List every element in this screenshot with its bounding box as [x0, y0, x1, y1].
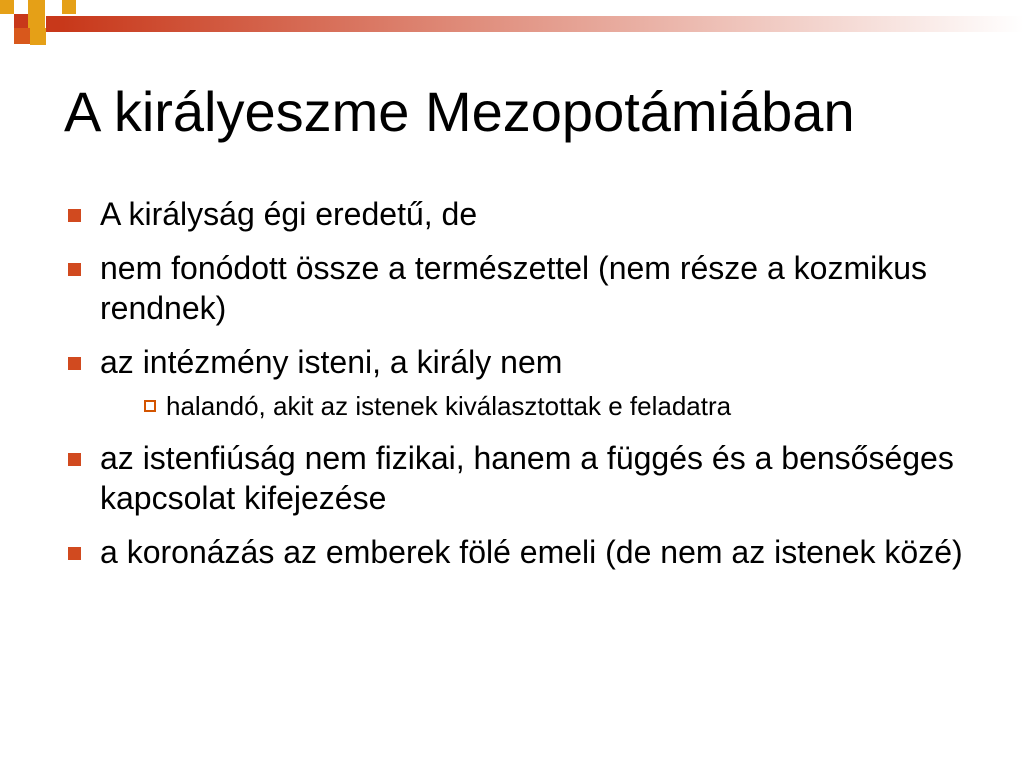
decor-square — [30, 28, 46, 45]
bullet-item — [64, 438, 984, 518]
sub-bullet-text: halandó, akit az istenek kiválasztottak e feladatra — [166, 391, 732, 421]
decor-gradient-bar — [62, 16, 1024, 32]
decorative-header — [0, 0, 1024, 60]
bullet-text: nem fonódott össze a természettel (nem része a kozmikus rendnek) — [100, 250, 928, 326]
decor-square — [14, 14, 28, 28]
square-bullet-icon — [68, 453, 81, 466]
sub-bullet-item — [144, 390, 984, 422]
square-bullet-icon — [68, 357, 81, 370]
bullet-list — [64, 194, 984, 586]
decor-square — [62, 0, 76, 14]
bullet-text: a koronázás az emberek fölé emeli (de nem az istenek közé) — [100, 534, 963, 570]
slide-title: A királyeszme Mezopotámiában — [64, 80, 855, 143]
decor-square — [0, 0, 14, 14]
bullet-text: az istenfiúság nem fizikai, hanem a függés és a bensőséges kapcsolat kifejezése — [100, 440, 954, 516]
bullet-item — [64, 194, 984, 234]
bullet-item — [64, 532, 984, 572]
square-bullet-icon — [68, 209, 81, 222]
square-bullet-icon — [68, 547, 81, 560]
bullet-item — [64, 248, 984, 328]
decor-square — [28, 0, 45, 28]
bullet-text: az intézmény isteni, a király nem — [100, 344, 563, 380]
square-bullet-icon — [68, 263, 81, 276]
hollow-square-bullet-icon — [144, 400, 156, 412]
decor-square — [46, 16, 62, 32]
decor-square — [14, 28, 30, 44]
bullet-item — [64, 342, 984, 382]
bullet-text: A királyság égi eredetű, de — [100, 196, 478, 232]
